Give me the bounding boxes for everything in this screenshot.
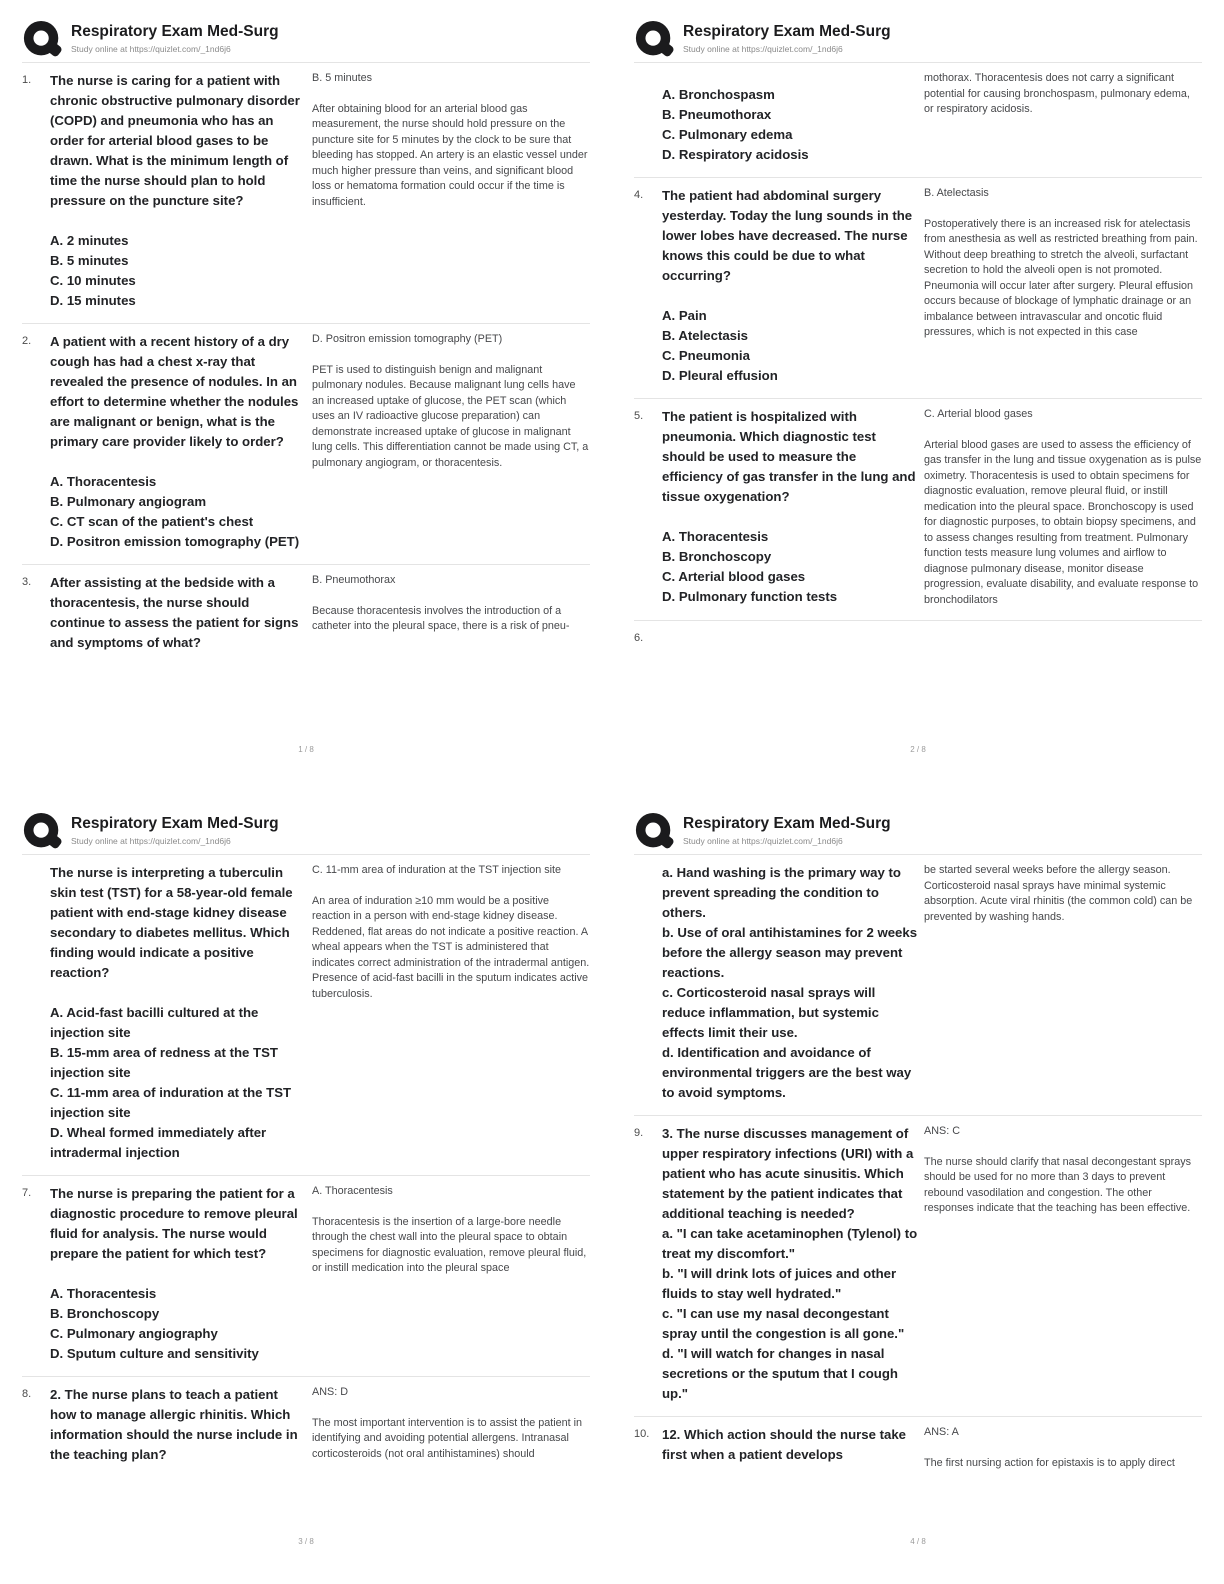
option: c. "I can use my nasal decongestant spray until the congestion is all gone." (662, 1306, 905, 1341)
question-text: 2. The nurse plans to teach a patient how to manage allergic rhinitis. Which information should the nurse include in the teaching plan? (50, 1387, 298, 1462)
option: C. Pneumonia (662, 348, 750, 363)
option: C. Pulmonary angiography (50, 1326, 218, 1341)
option: A. Thoracentesis (50, 1286, 157, 1301)
options-list (662, 85, 918, 165)
answer-line: ANS: A (924, 1426, 959, 1438)
option: B. Bronchoscopy (50, 1306, 160, 1321)
explanation-text: Thoracentesis is the insertion of a large-bore needle through the chest wall into the pleural space to obtain specimens for diagnostic evaluation, remove pleural fluid, or instill medication into the pleural space (312, 1215, 587, 1274)
option: C. 10 minutes (50, 273, 136, 288)
question-item (634, 399, 1202, 620)
question-item-continued (634, 855, 1202, 1115)
option: c. Corticosteroid nasal sprays will reduce inflammation, but systemic effects limit their use. (662, 985, 879, 1040)
option: a. "I can take acetaminophen (Tylenol) to treat my discomfort." (662, 1226, 918, 1261)
page-header (22, 812, 590, 854)
option: D. Pulmonary function tests (662, 589, 838, 604)
page-4 (612, 792, 1224, 1584)
question-text: The patient had abdominal surgery yesterday. Today the lung sounds in the lower lobes have decreased. The nurse knows this could be due to what occurring? (662, 188, 913, 283)
explanation-text: The nurse should clarify that nasal decongestant sprays should be used for no more than 3 days to prevent rebound vasodilation and congestion. The other responses indicate that the teaching has been effective. (924, 1155, 1192, 1214)
page-subtitle: Study online at https://quizlet.com/_1nd6j6 (71, 44, 231, 54)
page-title: Respiratory Exam Med-Surg (683, 815, 891, 832)
question-text: 3. The nurse discusses management of upper respiratory infections (URI) with a patient who has acute sinusitis. Which statement by the patient indicates that additional teaching is needed? (662, 1126, 914, 1221)
explanation-text: mothorax. Thoracentesis does not carry a significant potential for causing bronchospasm, pulmonary edema, or respiratory acidosis. (924, 72, 1190, 115)
option: B. Pneumothorax (662, 107, 772, 122)
option: D. 15 minutes (50, 293, 136, 308)
option: D. Pleural effusion (662, 368, 778, 383)
question-number: 9. (634, 1127, 644, 1139)
answer-line: ANS: C (924, 1125, 960, 1137)
question-text: 12. Which action should the nurse take first when a patient develops (662, 1427, 907, 1462)
option: A. 2 minutes (50, 233, 129, 248)
option: C. Arterial blood gases (662, 569, 806, 584)
explanation-text: PET is used to distinguish benign and malignant pulmonary nodules. Because malignant lung cells have an increased uptake of glucose, the PET scan (which uses an IV radioactive glucose preparation) can demonstrate increased uptake of glucose in malignant lung cells. This differentiation cannot be made using CT, a pulmonary angiogram, or thoracentesis. (312, 363, 589, 469)
option: B. Atelectasis (662, 328, 749, 343)
question-item-continued (634, 63, 1202, 177)
question-number: 7. (22, 1187, 32, 1199)
question-item-continued (22, 855, 590, 1175)
option: B. Bronchoscopy (662, 549, 772, 564)
question-number: 6. (634, 632, 644, 644)
question-item (22, 63, 590, 323)
explanation-text: The most important intervention is to assist the patient in identifying and avoiding potential allergens. Intranasal corticosteroids (not oral antihistamines) should (312, 1416, 583, 1460)
page-1 (0, 0, 612, 792)
question-text: The patient is hospitalized with pneumonia. Which diagnostic test should be used to measure the efficiency of gas transfer in the lung and tissue oxygenation? (662, 409, 916, 504)
option: C. Pulmonary edema (662, 127, 793, 142)
question-text: The nurse is interpreting a tuberculin skin test (TST) for a 58-year-old female patient with end-stage kidney disease secondary to diabetes mellitus. Which finding would indicate a positive reaction? (50, 865, 293, 980)
answer-line: C. 11-mm area of induration at the TST injection site (312, 864, 562, 876)
explanation-text: Because thoracentesis involves the introduction of a catheter into the pleural space, there is a risk of pneu- (312, 604, 570, 632)
explanation-text: Postoperatively there is an increased risk for atelectasis from anesthesia as well as restricted breathing from pain. Without deep breathing to stretch the alveoli, surfactant secretion to hold the alveoli open is not promoted. Pneumonia will occur later after surgery. Pleural effusion occurs because of blockage of lymphatic drainage or an imbalance between intravascular and oncotic fluid pressures, which is not expected in this case (924, 217, 1198, 338)
question-number: 3. (22, 576, 32, 588)
page-header (634, 812, 1202, 854)
question-item-stub (634, 621, 1202, 656)
explanation-text: Arterial blood gases are used to assess the efficiency of gas transfer in the lung and tissue oxygenation as is pulse oximetry. Thoracentesis is used to obtain specimens for diagnostic evaluation, remove pleural fluid, or instill medication into the pleural space. Bronchoscopy is used for diagnostic purposes, to obtain biopsy specimens, and to assess changes resulting from treatment. Pulmonary function tests measure lung volumes and airflow to diagnose pulmonary disease, monitor disease progression, evaluate disability, and evaluate response to bronchodilators (924, 438, 1202, 606)
question-number: 8. (22, 1388, 32, 1400)
options-list (50, 1003, 306, 1163)
option: C. CT scan of the patient's chest (50, 514, 254, 529)
question-number (22, 863, 50, 1163)
option: d. Identification and avoidance of environmental triggers are the best way to avoid symptoms. (662, 1045, 912, 1100)
option: D. Sputum culture and sensitivity (50, 1346, 259, 1361)
quizlet-logo-icon (22, 812, 64, 854)
question-number: 4. (634, 189, 644, 201)
page-title: Respiratory Exam Med-Surg (71, 815, 279, 832)
option: B. Pulmonary angiogram (50, 494, 207, 509)
question-number: 2. (22, 335, 32, 347)
question-number (634, 863, 662, 1103)
option: A. Thoracentesis (662, 529, 769, 544)
page-header (22, 20, 590, 62)
page-header (634, 20, 1202, 62)
options-list (50, 1284, 306, 1364)
question-text: A patient with a recent history of a dry cough has had a chest x-ray that revealed the presence of nodules. In an effort to determine whether the nodules are malignant or benign, what is the primary care provider likely to order? (50, 334, 299, 449)
option: d. "I will watch for changes in nasal secretions or the sputum that I cough up." (662, 1346, 898, 1401)
options-list (662, 1224, 918, 1404)
option: D. Positron emission tomography (PET) (50, 534, 300, 549)
option: D. Wheal formed immediately after intradermal injection (50, 1125, 267, 1160)
page-footer: 2 / 8 (910, 745, 926, 754)
page-3 (0, 792, 612, 1584)
question-text: The nurse is preparing the patient for a diagnostic procedure to remove pleural fluid for analysis. The nurse would prepare the patient for which test? (50, 1186, 298, 1261)
option: A. Thoracentesis (50, 474, 157, 489)
page-title: Respiratory Exam Med-Surg (683, 23, 891, 40)
question-item (22, 1377, 590, 1477)
answer-line: D. Positron emission tomography (PET) (312, 333, 503, 345)
page-footer: 3 / 8 (298, 1537, 314, 1546)
question-text: The nurse is caring for a patient with chronic obstructive pulmonary disorder (COPD) and pneumonia who has an order for arterial blood gases to be drawn. What is the minimum length of time the nurse should plan to hold pressure on the puncture site? (50, 73, 300, 208)
page-subtitle: Study online at https://quizlet.com/_1nd6j6 (683, 44, 843, 54)
question-number: 10. (634, 1428, 650, 1440)
options-list (50, 231, 306, 311)
page-footer: 1 / 8 (298, 745, 314, 754)
option: A. Bronchospasm (662, 87, 775, 102)
page-footer: 4 / 8 (910, 1537, 926, 1546)
question-item (22, 324, 590, 564)
question-text: After assisting at the bedside with a thoracentesis, the nurse should continue to assess the patient for signs and symptoms of what? (50, 575, 299, 650)
options-list (662, 863, 918, 1103)
option: C. 11-mm area of induration at the TST injection site (50, 1085, 292, 1120)
answer-line: B. Pneumothorax (312, 574, 396, 586)
quizlet-logo-icon (634, 812, 676, 854)
option: A. Acid-fast bacilli cultured at the injection site (50, 1005, 259, 1040)
option: D. Respiratory acidosis (662, 147, 809, 162)
question-item (634, 1417, 1202, 1483)
question-number: 1. (22, 74, 32, 86)
option: a. Hand washing is the primary way to prevent spreading the condition to others. (662, 865, 901, 920)
question-item (22, 1176, 590, 1376)
answer-line: C. Arterial blood gases (924, 408, 1033, 420)
answer-line: A. Thoracentesis (312, 1185, 393, 1197)
quizlet-logo-icon (22, 20, 64, 62)
quizlet-logo-icon (634, 20, 676, 62)
question-number (634, 71, 662, 165)
explanation-text: After obtaining blood for an arterial blood gas measurement, the nurse should hold pressure on the puncture site for 5 minutes by the clock to be sure that bleeding has stopped. An artery is an elastic vessel under much higher pressure than veins, and significant blood loss or hematoma formation could occur if the time is insufficient. (312, 102, 588, 208)
question-item (634, 1116, 1202, 1416)
explanation-text: An area of induration ≥10 mm would be a positive reaction in a person with end-stage kidney disease. Reddened, flat areas do not indicate a positive reaction. A wheal appears when the TST is administered that indicates correct administration of the intradermal antigen. Presence of acid-fast bacilli in the sputum indicates active tuberculosis. (312, 894, 590, 1000)
answer-line: B. Atelectasis (924, 187, 989, 199)
answer-line: ANS: D (312, 1386, 348, 1398)
option: B. 5 minutes (50, 253, 129, 268)
page-2 (612, 0, 1224, 792)
page-subtitle: Study online at https://quizlet.com/_1nd6j6 (71, 836, 231, 846)
question-item (634, 178, 1202, 398)
options-list (50, 472, 306, 552)
explanation-text: be started several weeks before the allergy season. Corticosteroid nasal sprays have minimal systemic absorption. Acute viral rhinitis (the common cold) can be prevented by washing hands. (924, 864, 1193, 923)
page-title: Respiratory Exam Med-Surg (71, 23, 279, 40)
question-item (22, 565, 590, 665)
options-list (662, 527, 918, 607)
options-list (662, 306, 918, 386)
question-number: 5. (634, 410, 644, 422)
option: A. Pain (662, 308, 707, 323)
answer-line: B. 5 minutes (312, 72, 373, 84)
option: b. Use of oral antihistamines for 2 weeks before the allergy season may prevent reactions. (662, 925, 918, 980)
option: b. "I will drink lots of juices and other fluids to stay well hydrated." (662, 1266, 897, 1301)
option: B. 15-mm area of redness at the TST injection site (50, 1045, 278, 1080)
explanation-text: The first nursing action for epistaxis is to apply direct (924, 1456, 1175, 1469)
page-subtitle: Study online at https://quizlet.com/_1nd6j6 (683, 836, 843, 846)
